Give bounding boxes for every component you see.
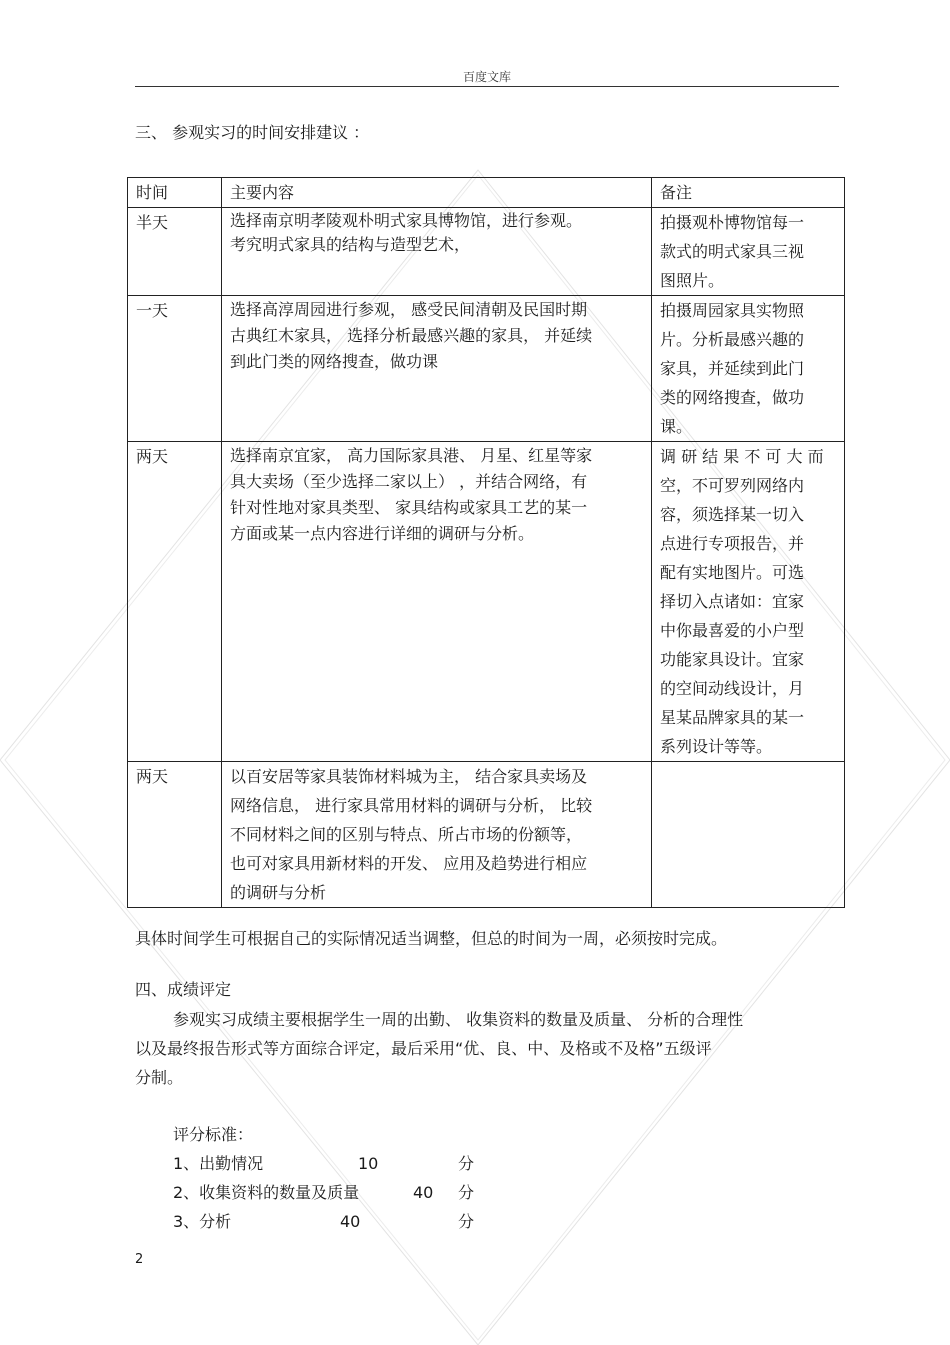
content-line: 选择南京宜家， 高力国际家具港、 月星、红星等家 bbox=[230, 446, 593, 465]
content-line: 的调研与分析 bbox=[230, 883, 327, 902]
criteria-label: 3、分析 bbox=[173, 1212, 232, 1231]
page-header-title: 百度文库 bbox=[462, 70, 511, 84]
table-row bbox=[128, 762, 845, 908]
note-line: 星某品牌家具的某一 bbox=[660, 708, 805, 727]
content-line: 选择南京明孝陵观朴明式家具博物馆，进行参观。 bbox=[230, 211, 583, 230]
criteria-points: 40 bbox=[340, 1212, 361, 1231]
section3-heading: 三、 参观实习的时间安排建议 ： bbox=[135, 123, 370, 142]
time-cell: 两天 bbox=[128, 442, 222, 762]
content-line: 到此门类的网络搜查，做功课 bbox=[230, 352, 439, 371]
note-cell bbox=[652, 208, 845, 296]
section4-body-line: 以及最终报告形式等方面综合评定，最后采用“优、良、中、及格或不及格”五级评 bbox=[135, 1039, 712, 1058]
content-line: 针对性地对家具类型、 家具结构或家具工艺的某一 bbox=[230, 498, 588, 517]
note-line: 家具，并延续到此门 bbox=[660, 359, 805, 378]
content-cell bbox=[222, 762, 652, 908]
note-line: 课。 bbox=[660, 417, 693, 436]
time-cell: 一天 bbox=[128, 296, 222, 442]
header-rule bbox=[135, 86, 839, 87]
content-cell bbox=[222, 442, 652, 762]
criteria-title: 评分标准： bbox=[173, 1125, 254, 1144]
note-line: 点进行专项报告，并 bbox=[660, 534, 805, 553]
note-line: 拍摄周园家具实物照 bbox=[660, 301, 805, 320]
criteria-label: 1、出勤情况 bbox=[173, 1154, 264, 1173]
header-cell-note: 备注 bbox=[652, 178, 845, 208]
content-line: 也可对家具用新材料的开发、 应用及趋势进行相应 bbox=[230, 854, 588, 873]
table-row bbox=[128, 208, 845, 296]
section4-body-line: 参观实习成绩主要根据学生一周的出勤、 收集资料的数量及质量、 分析的合理性 bbox=[173, 1010, 744, 1029]
criteria-unit: 分 bbox=[458, 1154, 475, 1173]
content-line: 不同材料之间的区别与特点、所占市场的份额等， bbox=[230, 825, 583, 844]
note-line: 类的网络搜查，做功 bbox=[660, 388, 805, 407]
note-cell bbox=[652, 442, 845, 762]
content-line: 选择高淳周园进行参观， 感受民间清朝及民国时期 bbox=[230, 300, 588, 319]
content-line: 方面或某一点内容进行详细的调研与分析。 bbox=[230, 524, 535, 543]
header-cell-time: 时间 bbox=[128, 178, 222, 208]
page-number: 2 bbox=[135, 1252, 144, 1267]
note-line: 择切入点诸如：宜家 bbox=[660, 592, 805, 611]
note-line: 的空间动线设计，月 bbox=[660, 679, 805, 698]
table-row bbox=[128, 442, 845, 762]
content-cell bbox=[222, 296, 652, 442]
note-line: 片。分析最感兴趣的 bbox=[660, 330, 805, 349]
content-line: 考究明式家具的结构与造型艺术， bbox=[230, 235, 471, 254]
section4-heading: 四、成绩评定 bbox=[135, 980, 232, 999]
note-line: 容，须选择某一切入 bbox=[660, 505, 805, 524]
table-header-row bbox=[128, 178, 845, 208]
note-line: 配有实地图片。可选 bbox=[660, 563, 805, 582]
note-line: 中你最喜爱的小户型 bbox=[660, 621, 805, 640]
note-cell bbox=[652, 296, 845, 442]
note-cell-empty bbox=[652, 762, 845, 908]
time-cell: 半天 bbox=[128, 208, 222, 296]
content-line: 网络信息， 进行家具常用材料的调研与分析， 比较 bbox=[230, 796, 593, 815]
note-line: 功能家具设计。宜家 bbox=[660, 650, 805, 669]
note-line: 款式的明式家具三视 bbox=[660, 242, 805, 261]
content-line: 古典红木家具， 选择分析最感兴趣的家具， 并延续 bbox=[230, 326, 593, 345]
criteria-unit: 分 bbox=[458, 1212, 475, 1231]
header-cell-content: 主要内容 bbox=[222, 178, 652, 208]
criteria-label: 2、收集资料的数量及质量 bbox=[173, 1183, 360, 1202]
criteria-unit: 分 bbox=[458, 1183, 475, 1202]
note-line: 图照片。 bbox=[660, 271, 725, 290]
criteria-points: 10 bbox=[358, 1154, 379, 1173]
content-line: 具大卖场（至少选择二家以上） ，并结合网络，有 bbox=[230, 472, 588, 491]
note-line: 调 研 结 果 不 可 大 而 bbox=[660, 447, 824, 466]
schedule-footnote: 具体时间学生可根据自己的实际情况适当调整，但总的时间为一周，必须按时完成。 bbox=[135, 929, 728, 948]
schedule-table bbox=[127, 177, 845, 908]
table-row bbox=[128, 296, 845, 442]
note-line: 系列设计等等。 bbox=[660, 737, 773, 756]
section4-body-line: 分制。 bbox=[135, 1068, 184, 1087]
content-cell bbox=[222, 208, 652, 296]
note-line: 空，不可罗列网络内 bbox=[660, 476, 805, 495]
time-cell: 两天 bbox=[128, 762, 222, 908]
content-line: 以百安居等家具装饰材料城为主， 结合家具卖场及 bbox=[230, 767, 588, 786]
note-line: 拍摄观朴博物馆每一 bbox=[660, 213, 805, 232]
criteria-points: 40 bbox=[413, 1183, 434, 1202]
